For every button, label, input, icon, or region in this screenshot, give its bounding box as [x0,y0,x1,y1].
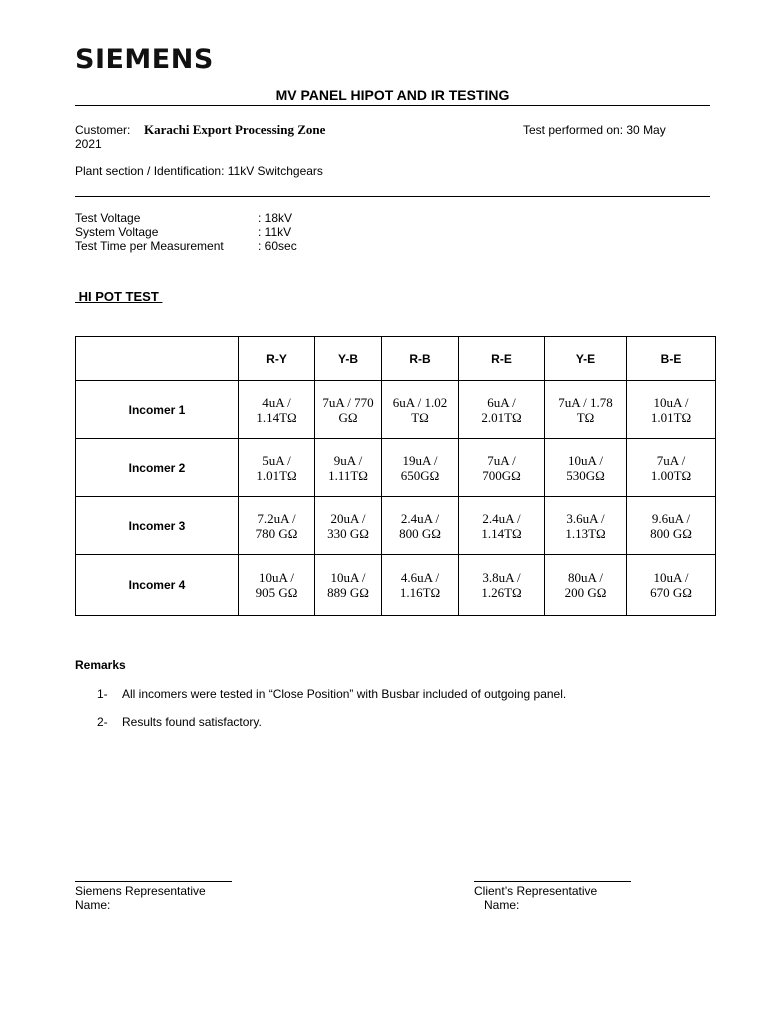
table-cell: 7uA / 700GΩ [459,439,545,497]
table-header-y-b: Y-B [315,337,382,381]
spec-value-test-time: : 60sec [258,239,297,253]
table-header-row [76,337,716,381]
table-cell: 6uA / 1.02 TΩ [382,381,459,439]
row-label: Incomer 2 [76,439,239,497]
table-cell: 10uA / 905 GΩ [239,555,315,616]
row-label: Incomer 3 [76,497,239,555]
plant-section: Plant section / Identification: 11kV Switchgears [75,164,323,178]
customer-value: Karachi Export Processing Zone [144,122,326,137]
siemens-representative-label: Siemens Representative [75,884,206,898]
table-cell: 4.6uA / 1.16TΩ [382,555,459,616]
client-signature-line [474,881,631,882]
siemens-name-label: Name: [75,898,111,912]
table-cell: 2.4uA / 1.14TΩ [459,497,545,555]
table-cell: 10uA / 530GΩ [545,439,627,497]
table-cell: 7uA / 770 GΩ [315,381,382,439]
table-cell: 3.6uA / 1.13TΩ [545,497,627,555]
remarks-heading: Remarks [75,658,126,672]
table-header-r-y: R-Y [239,337,315,381]
table-cell: 19uA / 650GΩ [382,439,459,497]
test-performed-date: Test performed on: 30 May [523,123,666,137]
client-representative-label: Client’s Representative [474,884,598,898]
table-header-b-e: B-E [627,337,716,381]
table-cell: 2.4uA / 800 GΩ [382,497,459,555]
table-row [76,439,716,497]
table-cell: 20uA / 330 GΩ [315,497,382,555]
remark-number: 2- [97,715,108,729]
table-row [76,381,716,439]
spec-value-system-voltage: : 11kV [258,225,292,239]
table-cell: 10uA / 889 GΩ [315,555,382,616]
hipot-results-table [75,336,716,616]
table-cell: 6uA / 2.01TΩ [459,381,545,439]
client-name-label: Name: [484,898,520,912]
table-cell: 10uA / 1.01TΩ [627,381,716,439]
spec-label-test-voltage: Test Voltage [75,211,141,225]
table-cell: 10uA / 670 GΩ [627,555,716,616]
table-cell: 3.8uA / 1.26TΩ [459,555,545,616]
spec-label-system-voltage: System Voltage [75,225,159,239]
table-cell: 9.6uA / 800 GΩ [627,497,716,555]
section-rule [75,196,710,197]
table-header-r-e: R-E [459,337,545,381]
table-row [76,555,716,616]
table-cell: 7.2uA / 780 GΩ [239,497,315,555]
remark-text: Results found satisfactory. [122,715,262,729]
siemens-signature-line [75,881,232,882]
remark-number: 1- [97,687,108,701]
table-cell: 5uA / 1.01TΩ [239,439,315,497]
table-cell: 7uA / 1.78 TΩ [545,381,627,439]
table-cell: 9uA / 1.11TΩ [315,439,382,497]
row-label: Incomer 1 [76,381,239,439]
spec-label-test-time: Test Time per Measurement [75,239,224,253]
title-rule [75,105,710,106]
row-label: Incomer 4 [76,555,239,616]
spec-value-test-voltage: : 18kV [258,211,293,225]
document-title: MV PANEL HIPOT AND IR TESTING [275,87,510,103]
test-year: 2021 [75,137,102,151]
table-cell: 80uA / 200 GΩ [545,555,627,616]
remark-text: All incomers were tested in “Close Position” with Busbar included of outgoing panel. [122,687,567,701]
table-row [76,497,716,555]
siemens-logo: SIEMENS [75,44,214,75]
table-header-blank [76,337,239,381]
table-cell: 4uA / 1.14TΩ [239,381,315,439]
table-header-y-e: Y-E [545,337,627,381]
table-cell: 7uA / 1.00TΩ [627,439,716,497]
table-header-r-b: R-B [382,337,459,381]
customer-label: Customer: [75,123,131,137]
hipot-section-title: HI POT TEST [75,289,163,304]
